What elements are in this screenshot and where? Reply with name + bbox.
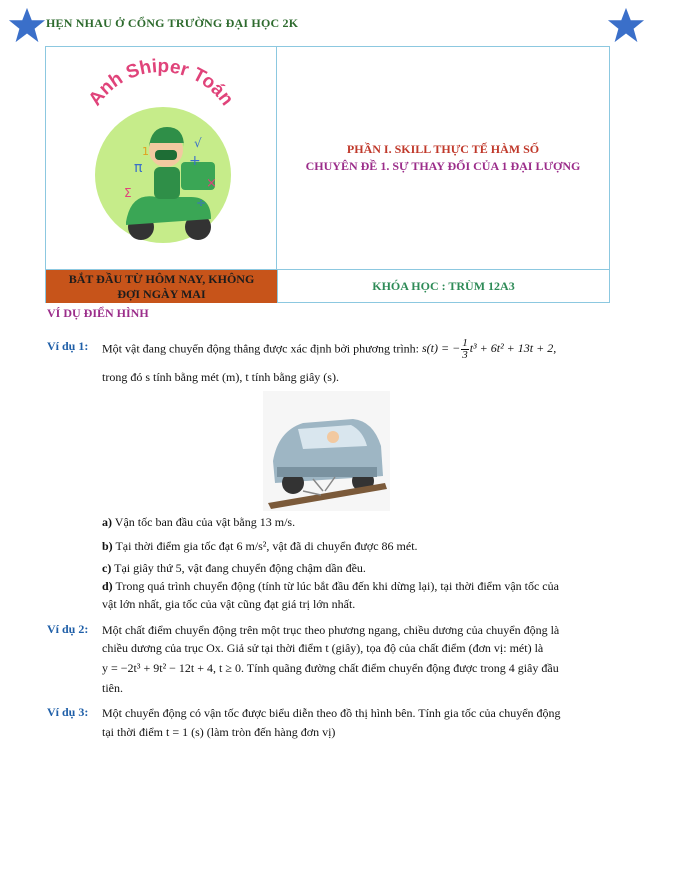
example-3-label: Ví dụ 3: (47, 705, 89, 719)
title-cell (277, 47, 609, 269)
example-2-line-3: y = −2t³ + 9t² − 12t + 4, t ≥ 0. Tính quãng đường chất điểm chuyển động được trong 4 giây đầu (102, 661, 559, 675)
svg-text:÷: ÷ (196, 196, 207, 210)
logo-icon (46, 47, 276, 269)
svg-text:Anh Shiper Toán: Anh Shiper Toán (84, 55, 238, 110)
star-icon (8, 6, 46, 44)
option-c (102, 559, 366, 577)
option-d (102, 577, 559, 595)
example-2-line-4: tiên. (102, 681, 123, 695)
option-a (102, 513, 295, 531)
option-d-cont: vật lớn nhất, gia tốc của vật cũng đạt giá trị lớn nhất. (102, 597, 356, 611)
section-title: VÍ DỤ ĐIỂN HÌNH (47, 306, 149, 320)
option-b-label: b) (102, 539, 113, 553)
equation: s(t) = − $\frac{1}{3}$ t³ + 6t² + 13t + 2, (422, 337, 557, 361)
option-b-text: Tại thời điểm gia tốc đạt 6 m/s², vật đã di chuyển được 86 mét. (115, 539, 418, 553)
option-a-label: a) (102, 515, 112, 529)
svg-text:1: 1 (142, 145, 149, 158)
header-table (45, 46, 610, 303)
option-a-text: Vận tốc ban đầu của vật bằng 13 m/s. (114, 515, 296, 529)
example-1-intro-text: Một vật đang chuyển động thẳng được xác định bởi phương trình: (102, 341, 419, 356)
logo-cell (46, 47, 277, 269)
example-3-line-2: tại thời điểm t = 1 (s) (làm tròn đến hàng đơn vị) (102, 725, 336, 739)
option-d-text-1: Trong quá trình chuyển động (tính từ lúc bắt đầu đến khi dừng lại), tại thời điểm vận tốc của (115, 579, 559, 593)
example-1-label: Ví dụ 1: (47, 339, 89, 353)
header-title: HẸN NHAU Ở CỔNG TRƯỜNG ĐẠI HỌC 2K (46, 16, 299, 30)
example-3-line-1: Một chuyển động có vận tốc được biểu diễn theo đồ thị hình bên. Tính gia tốc của chuyển động (102, 706, 561, 720)
svg-text:+: + (189, 153, 201, 169)
option-d-label: d) (102, 579, 113, 593)
example-1-units: trong đó s tính bằng mét (m), t tính bằng giây (s). (102, 370, 339, 384)
topic-title: CHUYÊN ĐỀ 1. SỰ THAY ĐỔI CỦA 1 ĐẠI LƯỢNG (305, 159, 581, 173)
svg-text:×: × (206, 176, 217, 191)
motto-cell: BẮT ĐẦU TỪ HÔM NAY, KHÔNG ĐỢI NGÀY MAI (46, 269, 277, 303)
svg-text:Σ: Σ (124, 186, 132, 200)
example-2-label: Ví dụ 2: (47, 622, 89, 636)
svg-text:π: π (134, 160, 143, 176)
example-2-line-1: Một chất điểm chuyển động trên một trục theo phương ngang, chiều dương của chuyển động là (102, 623, 560, 637)
option-c-text: Tại giây thứ 5, vật đang chuyển động chậm dần đều. (114, 561, 366, 575)
part-title: PHẦN I. SKILL THỰC TẾ HÀM SỐ (346, 142, 540, 156)
example-2-line-2: chiều dương của trục Ox. Giả sử tại thời điểm t (giây), tọa độ của chất điểm (đơn vị: mét) là (102, 641, 544, 655)
option-c-label: c) (102, 561, 112, 575)
car-accident-image (263, 391, 390, 511)
svg-text:√: √ (194, 136, 202, 150)
example-1-intro (102, 338, 556, 361)
star-icon (607, 6, 645, 44)
course-cell: KHÓA HỌC : TRÙM 12A3 (277, 269, 609, 303)
option-b (102, 537, 418, 555)
